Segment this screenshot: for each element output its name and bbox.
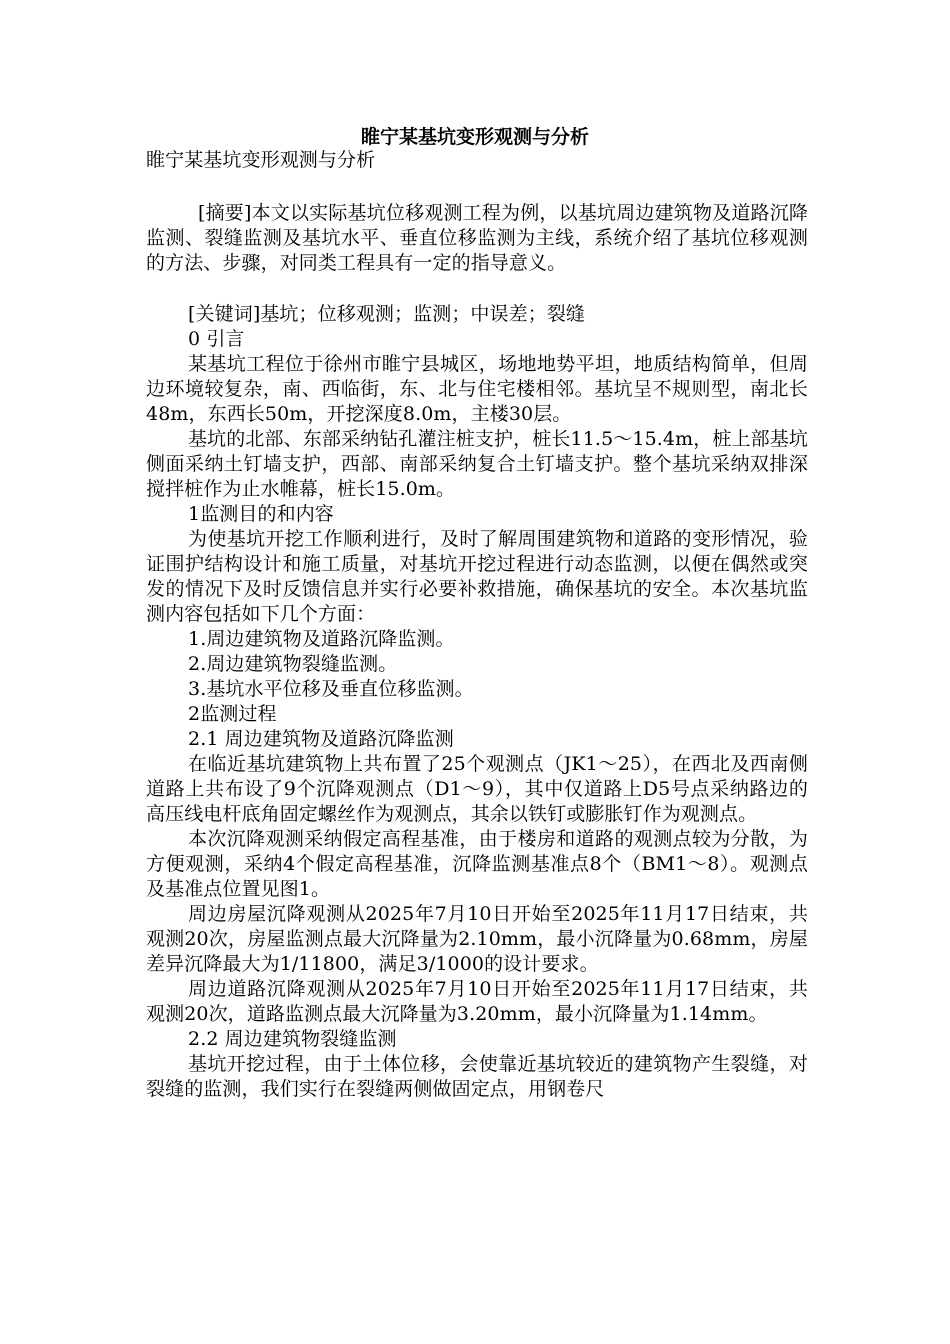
document-body [146, 148, 808, 1102]
section-heading-monitoring-process: 2监测过程 [188, 703, 277, 725]
body-paragraph: 为使基坑开挖工作顺利进行，及时了解周围建筑物和道路的变形情况，验证围护结构设计和施工质量，对基坑开挖过程进行动态监测，以便在偶然或突发的情况下及时反馈信息并实行必要补救措施，确保基坑的安全。本次基坑监测内容包括如下几个方面： [146, 528, 808, 625]
body-paragraph: 某基坑工程位于徐州市睢宁县城区，场地地势平坦，地质结构简单，但周边环境较复杂，南、西临街，东、北与住宅楼相邻。基坑呈不规则型，南北长48m，东西长50m，开挖深度8.0m，主楼30层。 [146, 353, 808, 425]
body-paragraph: 基坑的北部、东部采纳钻孔灌注桩支护，桩长11.5～15.4m，桩上部基坑侧面采纳土钉墙支护，西部、南部采纳复合土钉墙支护。整个基坑采纳双排深搅拌桩作为止水帷幕，桩长15.0m。 [146, 428, 808, 500]
list-item: 1.周边建筑物及道路沉降监测。 [188, 628, 455, 650]
keywords-paragraph: [关键词]基坑；位移观测；监测；中误差；裂缝 [188, 303, 586, 325]
body-paragraph: 本次沉降观测采纳假定高程基准，由于楼房和道路的观测点较为分散，为方便观测，采纳4个假定高程基准，沉降监测基准点8个（BM1～8）。观测点及基准点位置见图1。 [146, 828, 808, 900]
body-paragraph: 在临近基坑建筑物上共布置了25个观测点（JK1～25），在西北及西南侧道路上共布设了9个沉降观测点（D1～9），其中仅道路上D5号点采纳路边的高压线电杆底角固定螺丝作为观测点，其余以铁钉或膨胀钉作为观测点。 [146, 753, 808, 825]
document-subtitle: 睢宁某基坑变形观测与分析 [146, 149, 376, 171]
section-heading-monitoring-purpose: 1监测目的和内容 [188, 503, 334, 525]
section-heading-introduction: 0 引言 [188, 328, 245, 350]
body-paragraph: 基坑开挖过程，由于土体位移，会使靠近基坑较近的建筑物产生裂缝，对裂缝的监测，我们实行在裂缝两侧做固定点，用钢卷尺 [146, 1053, 808, 1100]
body-paragraph: 周边道路沉降观测从2025年7月10日开始至2025年11月17日结束，共观测20次，道路监测点最大沉降量为3.20mm，最小沉降量为1.14mm。 [146, 978, 808, 1025]
document-title: 睢宁某基坑变形观测与分析 [360, 126, 589, 148]
list-item: 2.周边建筑物裂缝监测。 [188, 653, 398, 675]
list-item: 3.基坑水平位移及垂直位移监测。 [188, 678, 474, 700]
abstract-paragraph: [摘要]本文以实际基坑位移观测工程为例，以基坑周边建筑物及道路沉降监测、裂缝监测及基坑水平、垂直位移监测为主线，系统介绍了基坑位移观测的方法、步骤，对同类工程具有一定的指导意义。 [146, 202, 808, 274]
subsection-heading-settlement: 2.1 周边建筑物及道路沉降监测 [188, 728, 454, 750]
subsection-heading-cracks: 2.2 周边建筑物裂缝监测 [188, 1028, 397, 1050]
body-paragraph: 周边房屋沉降观测从2025年7月10日开始至2025年11月17日结束，共观测20次，房屋监测点最大沉降量为2.10mm，最小沉降量为0.68mm，房屋差异沉降最大为1/11800，满足3/1000的设计要求。 [146, 903, 808, 975]
